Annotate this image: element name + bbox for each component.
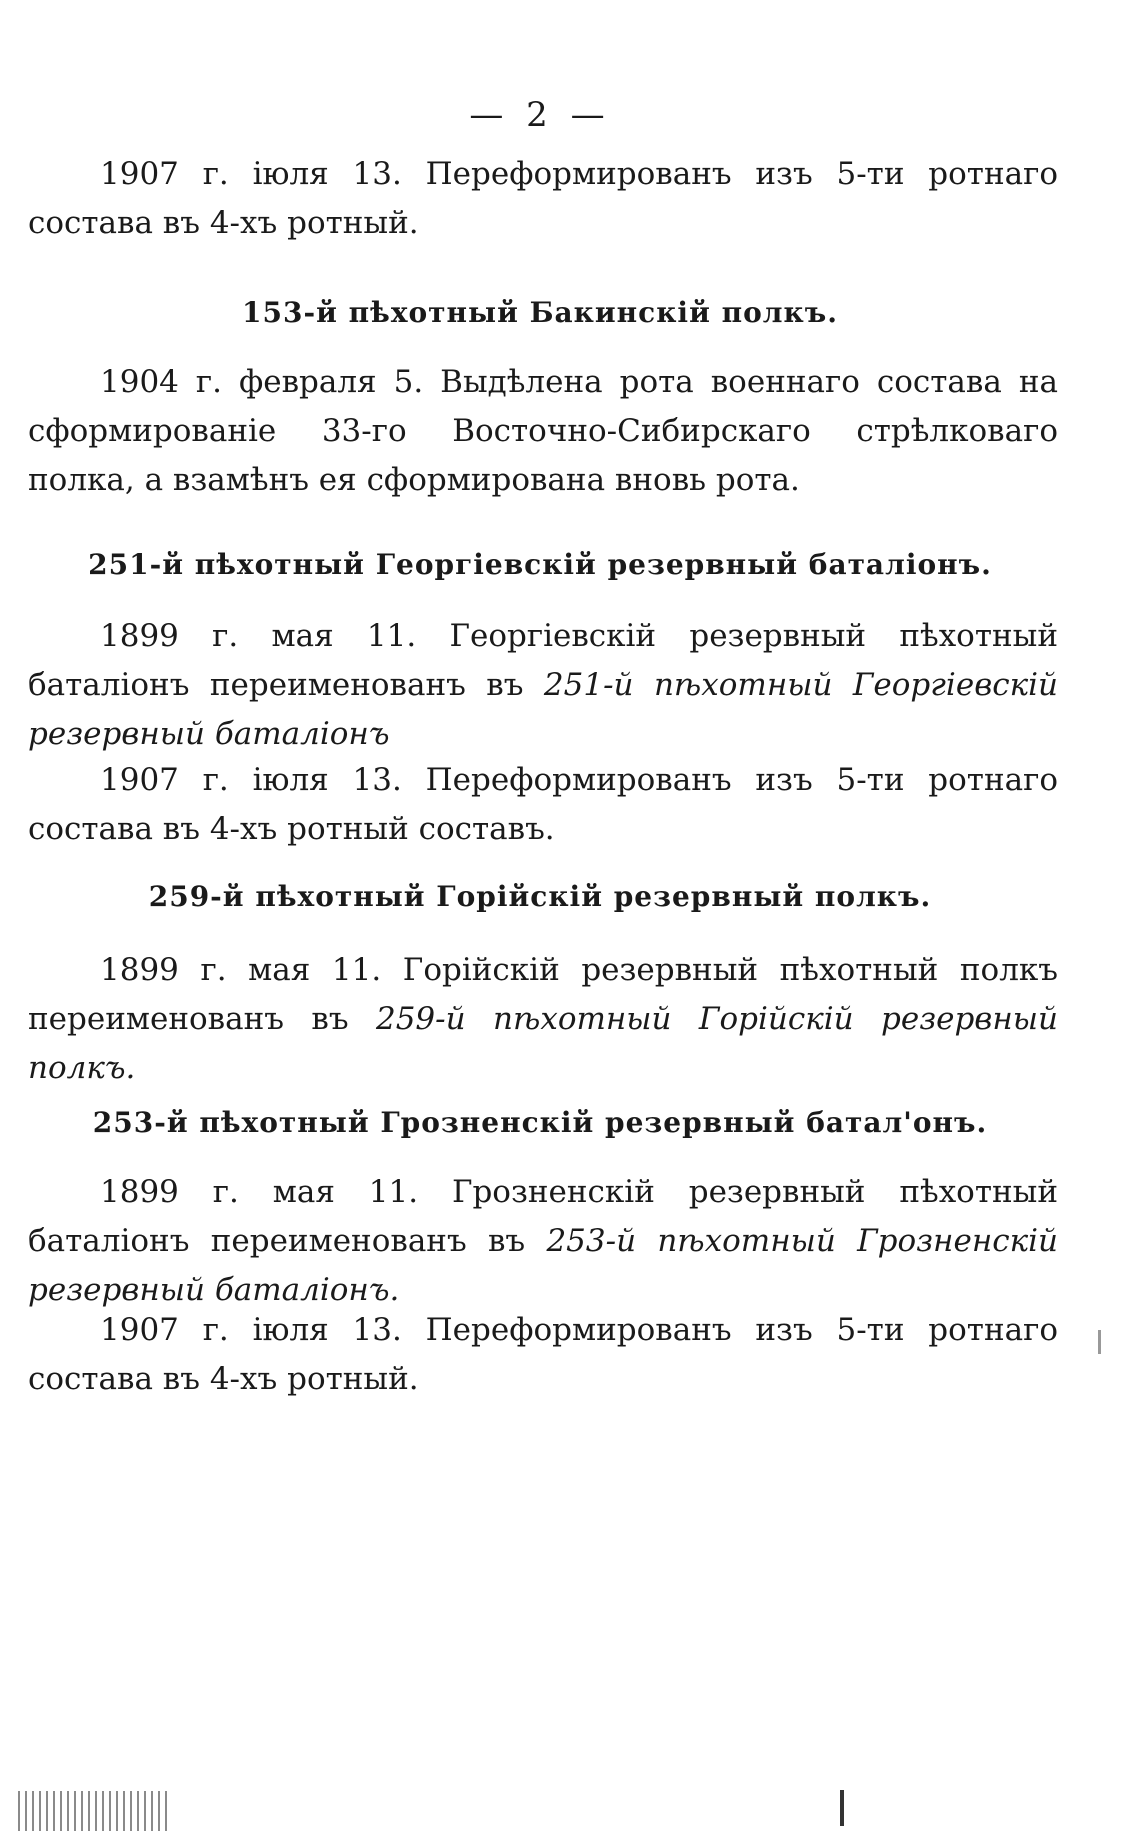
section-253-paragraph-1-text: 1899 г. мая 11. Грозненскій резервный пѣхотный баталіонъ переименованъ въ: [28, 1174, 1058, 1259]
section-259-new-name: 259-й пѣхотный Горійскій резервный полкъ.: [28, 1001, 1058, 1086]
section-251-new-name: 251-й пѣхотный Георгіевскій резервный баталіонъ: [28, 667, 1058, 752]
section-153-paragraph-1: 1904 г. февраля 5. Выдѣлена рота военнаго состава на сформированіе 33-го Восточно-Сибирскаго стрѣлковаго полка, а взамѣнъ ея сформирована вновь рота.: [28, 364, 1058, 498]
scan-artifact: [840, 1790, 844, 1826]
section-251-paragraph-2: 1907 г. іюля 13. Переформированъ изъ 5-ти ротнаго состава въ 4-хъ ротный составъ.: [28, 762, 1058, 847]
section-253-new-name: 253-й пѣхотный Грозненскій резервный баталіонъ.: [28, 1223, 1058, 1308]
scan-edge-marks: [18, 1791, 168, 1831]
section-251-paragraph-1: [28, 612, 1058, 759]
section-153-heading: 153-й пѣхотный Бакинскій полкъ.: [242, 296, 838, 329]
section-253-paragraph-1: [28, 1168, 1058, 1315]
section-251-paragraph-1-text: 1899 г. мая 11. Георгіевскій резервный пѣхотный баталіонъ переименованъ въ: [28, 618, 1058, 703]
section-259-heading: 259-й пѣхотный Горійскій резервный полкъ.: [148, 880, 932, 913]
section-253-paragraph-2: 1907 г. іюля 13. Переформированъ изъ 5-ти ротнаго состава въ 4-хъ ротный.: [28, 1312, 1058, 1397]
intro-paragraph: 1907 г. іюля 13. Переформированъ изъ 5-ти ротнаго состава въ 4-хъ ротный.: [28, 156, 1058, 241]
page-number: — 2 —: [469, 95, 611, 135]
scan-artifact-margin: [1098, 1330, 1101, 1354]
section-259-paragraph-1-text: 1899 г. мая 11. Горійскій резервный пѣхотный полкъ переименованъ въ: [28, 952, 1058, 1037]
section-251-heading: 251-й пѣхотный Георгіевскій резервный баталіонъ.: [88, 548, 992, 581]
section-259-paragraph-1: [28, 946, 1058, 1093]
section-253-heading: 253-й пѣхотный Грозненскій резервный батал'онъ.: [92, 1106, 988, 1139]
